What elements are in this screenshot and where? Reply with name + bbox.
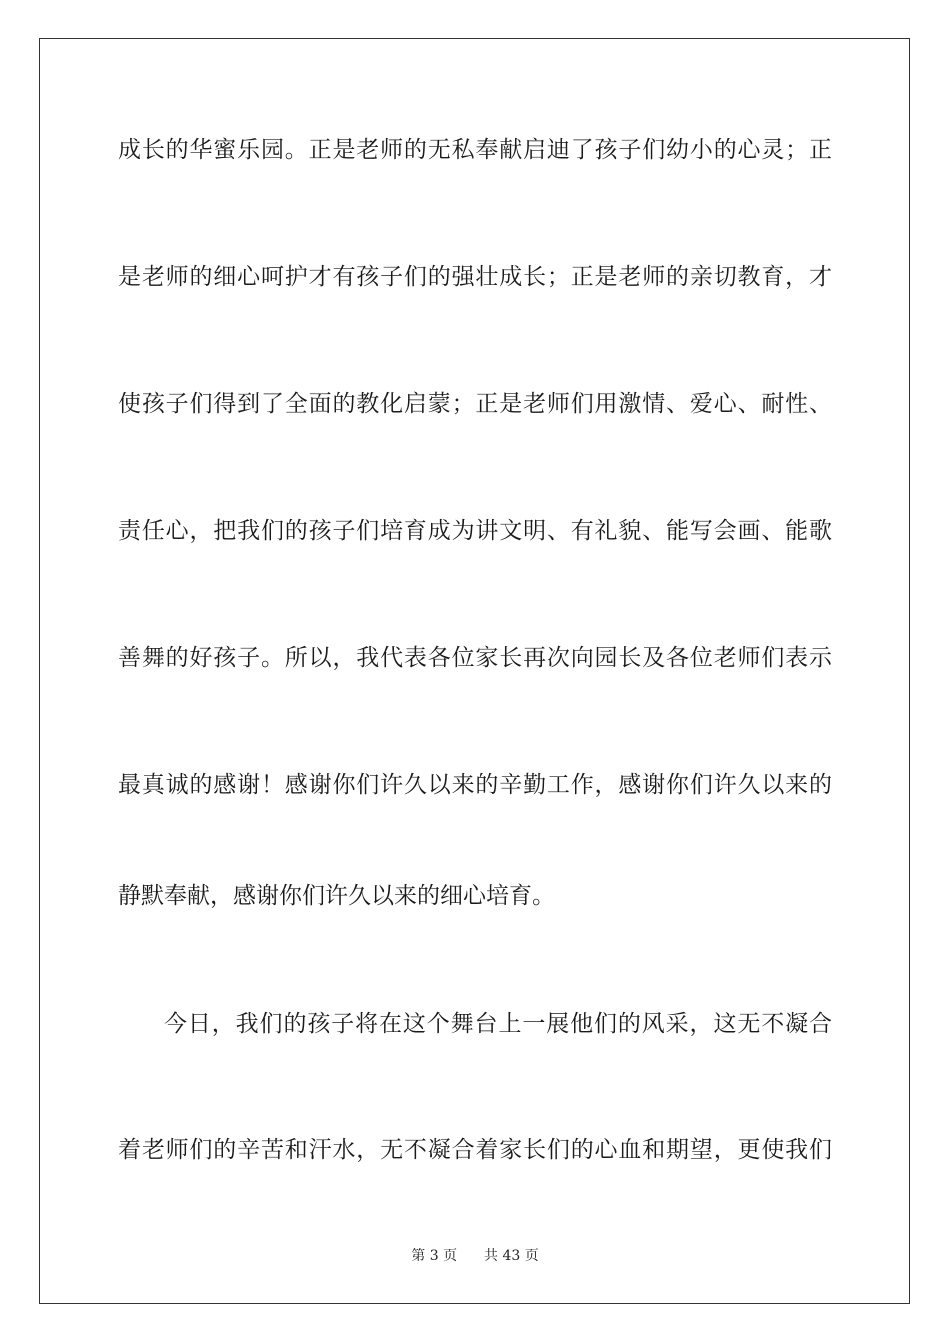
text-line-1: 成长的华蜜乐园。正是老师的无私奉献启迪了孩子们幼小的心灵；正 <box>118 137 832 163</box>
page-number: 第 3 页 <box>411 1248 458 1264</box>
text-line-3: 使孩子们得到了全面的教化启蒙；正是老师们用激情、爱心、耐性、 <box>118 391 832 417</box>
text-line-6: 最真诚的感谢！感谢你们许久以来的辛勤工作，感谢你们许久以来的 <box>118 772 832 798</box>
text-line-7: 静默奉献，感谢你们许久以来的细心培育。 <box>118 883 555 909</box>
text-line-9: 着老师们的辛苦和汗水，无不凝合着家长们的心血和期望，更使我们 <box>118 1137 832 1163</box>
text-line-2: 是老师的细心呵护才有孩子们的强壮成长；正是老师的亲切教育，才 <box>118 264 832 290</box>
text-line-4: 责任心，把我们的孩子们培育成为讲文明、有礼貌、能写会画、能歌 <box>118 518 832 544</box>
text-line-5: 善舞的好孩子。所以，我代表各位家长再次向园长及各位老师们表示 <box>118 645 832 671</box>
page-footer <box>0 1246 950 1266</box>
paragraph-indented-line: 今日，我们的孩子将在这个舞台上一展他们的风采，这无不凝合 <box>164 1011 832 1037</box>
total-pages: 共 43 页 <box>484 1248 539 1264</box>
